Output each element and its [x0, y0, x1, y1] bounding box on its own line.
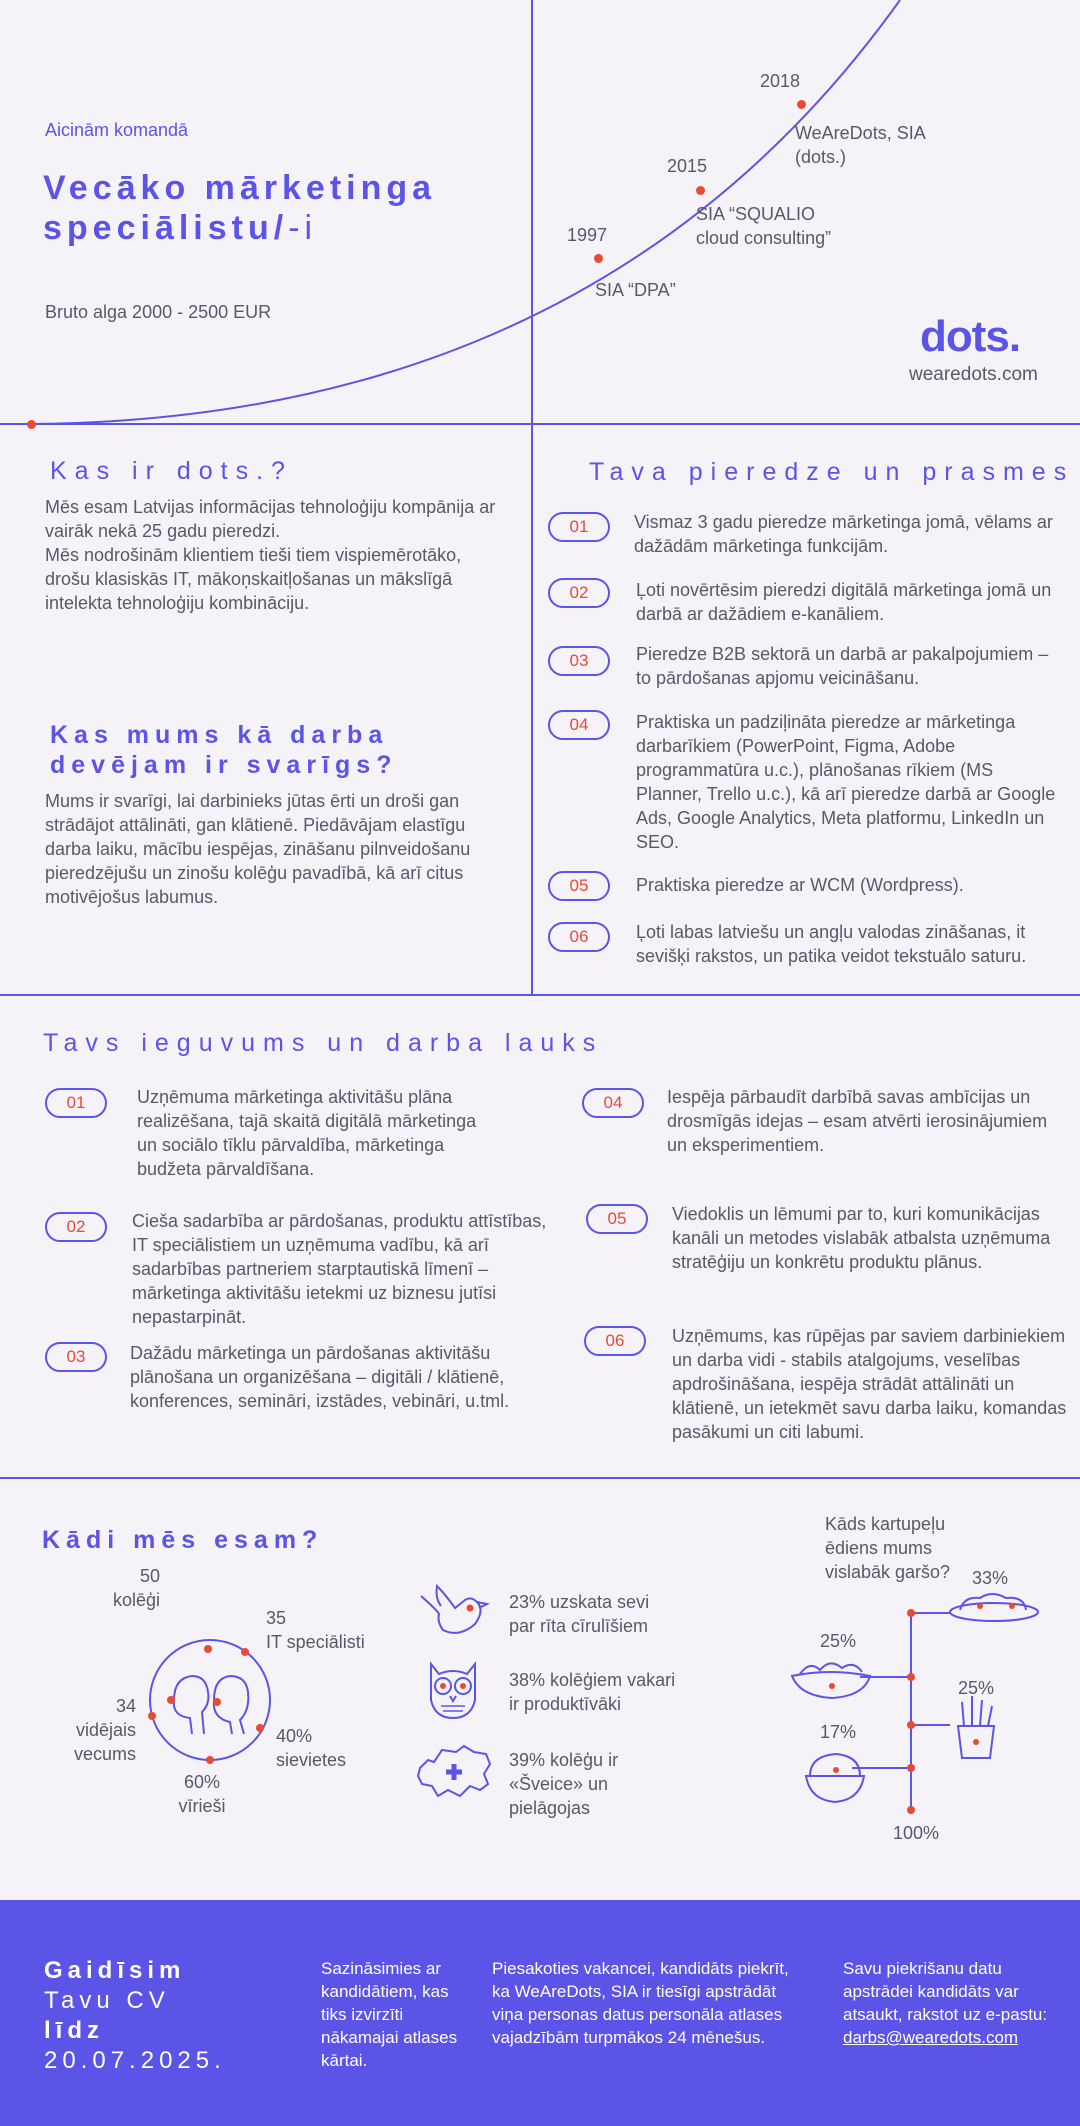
- experience-item-06: Ļoti labas latviešu un angļu valodas zināšanas, it sevišķi rakstos, un patika veidot tekstuālo saturu.: [636, 922, 1027, 966]
- employer-text: Mums ir svarīgi, lai darbinieks jūtas ērti un droši gan strādājot attālināti, gan klātienē. Piedāvājam elastīgu darba laiku, mācību iespējas, zināšanu pilnveidošanu pieredzējušu un zinošu kolēģu pavadībā, kā arī citus motivējošus labumus.: [45, 791, 471, 907]
- food-value-1: 33%: [972, 1568, 1009, 1588]
- timeline-label-2018: WeAreDots, SIA (dots.): [795, 123, 926, 167]
- divider-2: [0, 1477, 1080, 1479]
- experience-num-02: 02: [548, 578, 610, 608]
- experience-num-04: 04: [548, 710, 610, 740]
- stat-men: 60% vīrieši: [178, 1772, 226, 1816]
- stat-colleagues: 50 kolēģi: [112, 1566, 160, 1610]
- team-heads-icon: [140, 1630, 280, 1770]
- salad-bowl-icon: [792, 1663, 870, 1698]
- timeline-start-dot: [27, 420, 36, 429]
- salary: Bruto alga 2000 - 2500 EUR: [45, 302, 272, 322]
- timeline-year-2018: 2018: [760, 71, 801, 91]
- stat-average-age: 34 vidējais vecums: [73, 1696, 136, 1764]
- food-value-2: 25%: [820, 1631, 857, 1651]
- dots-logo: dots.: [920, 312, 1021, 361]
- timeline-year-2015: 2015: [667, 156, 708, 176]
- hero-baseline: [0, 423, 1080, 425]
- experience-item-01: Vismaz 3 gadu pieredze mārketinga jomā, vēlams ar dažādām mārketinga funkcijām.: [634, 512, 1053, 556]
- experience-item-03: Pieredze B2B sektorā un darbā ar pakalpojumiem – to pārdošanas apjomu veicināšanu.: [636, 644, 1049, 688]
- job-title-line2: speciālistu/-i: [43, 209, 318, 247]
- job-title: [43, 168, 436, 248]
- timeline-dot-2015: [696, 186, 705, 195]
- timeline-dot-1997: [594, 254, 603, 263]
- footer-col2: Piesakoties vakancei, kandidāts piekrīt, ka WeAreDots, SIA ir tiesīgi apstrādāt viņa personas datus personāla atlases vajadzībām turpmākos 24 mēnešus.: [492, 1959, 789, 2047]
- benefit-num-02: 02: [45, 1212, 107, 1242]
- food-value-4: 17%: [820, 1722, 857, 1742]
- fact-switzerland: 39% kolēģu ir «Šveice» un pielāgojas: [509, 1750, 619, 1818]
- food-question: Kāds kartupeļu ēdiens mums vislabāk garšo?: [825, 1514, 951, 1582]
- benefit-item-02: Cieša sadarbība ar pārdošanas, produktu attīstības, IT speciālistiem un uzņēmuma vadību, kā arī sadarbības partneriem starptautiskā līmenī – mārketinga aktivitāšu ietekmi uz biznesu jutīsi nepastarpināt.: [132, 1211, 547, 1327]
- experience-num-05: 05: [548, 871, 610, 901]
- divider-1: [0, 994, 1080, 996]
- food-tree-chart: [780, 1580, 1050, 1825]
- about-title: Kas ir dots.?: [50, 457, 293, 485]
- benefit-item-06: Uzņēmums, kas rūpējas par saviem darbiniekiem un darba vidi - stabils atalgojums, veselības apdrošināšana, iespēja strādāt attālināti un klātienē, un ietekmēt savu darba laiku, komandas pasākumi un citi labumi.: [672, 1326, 1067, 1442]
- benefit-item-01: Uzņēmuma mārketinga aktivitāšu plāna realizēšana, tajā skaitā digitālā mārketinga un sociālo tīklu pārvaldība, mārketinga budžeta pārvaldīšana.: [137, 1087, 477, 1179]
- experience-item-05: Praktiska pieredze ar WCM (Wordpress).: [636, 875, 964, 895]
- fact-morning: 23% uzskata sevi par rīta cīrulīšiem: [509, 1592, 650, 1636]
- switzerland-icon: [414, 1740, 494, 1802]
- mash-bowl-icon: [806, 1754, 864, 1802]
- benefit-item-03: Dažādu mārketinga un pārdošanas aktivitāšu plānošana un organizēšana – digitāli / klātienē, konferences, semināri, izstādes, vebināri, u.tml.: [130, 1343, 510, 1411]
- benefit-item-04: Iespēja pārbaudīt darbībā savas ambīcijas un drosmīgās idejas – esam atvērti ierosinājumiem un eksperimentiem.: [667, 1087, 1048, 1155]
- experience-title: Tava pieredze un prasmes: [589, 458, 1075, 486]
- benefit-item-05: Viedoklis un lēmumi par to, kuri komunikācijas kanāli un metodes vislabāk atbalsta uzņēmuma stratēģiju un konkrētu produktu plānus.: [672, 1204, 1051, 1272]
- center-divider: [531, 0, 533, 995]
- hero-kicker: Aicinām komandā: [45, 120, 189, 140]
- experience-item-04: Praktiska un padziļināta pieredze ar mārketinga darbarīkiem (PowerPoint, Figma, Adobe programmatūra u.c.), plānošanas rīkiem (MS Planner, Trello u.c.), kā arī pieredze darbā ar Google Ads, Google Analytics, Meta platformu, LinkedIn un SEO.: [636, 712, 1056, 852]
- food-total: 100%: [893, 1823, 940, 1843]
- benefit-num-01: 01: [45, 1088, 107, 1118]
- website-link[interactable]: wearedots.com: [909, 364, 1038, 385]
- benefit-num-05: 05: [586, 1204, 648, 1234]
- benefits-title: Tavs ieguvums un darba lauks: [43, 1029, 604, 1057]
- footer: [0, 1900, 1080, 2126]
- footer-col3: Savu piekrišanu datu apstrādei kandidāts var atsaukt, rakstot uz e-pastu: darbs@wearedots.com: [843, 1959, 1048, 2047]
- employer-title: Kas mums kā darba devējam ir svarīgs?: [50, 721, 398, 779]
- potato-dish-icon: [950, 1594, 1038, 1621]
- timeline-label-2015: SIA “SQUALIO cloud consulting”: [696, 204, 832, 248]
- experience-num-06: 06: [548, 922, 610, 952]
- experience-num-03: 03: [548, 646, 610, 676]
- about-text: Mēs esam Latvijas informācijas tehnoloģiju kompānija ar vairāk nekā 25 gadu pieredzi. Mēs nodrošinām klientiem tieši tiem vispiemērotāko, drošu klasiskās IT, mākoņskaitļošanas un mākslīgā intelekta tehnoloģiju kombināciju.: [45, 497, 496, 613]
- fact-evening: 38% kolēģiem vakari ir produktīvāki: [509, 1670, 676, 1714]
- bird-icon: [415, 1580, 491, 1640]
- benefit-num-04: 04: [582, 1088, 644, 1118]
- fries-icon: [958, 1696, 994, 1758]
- stat-it-specialists: 35 IT speciālisti: [266, 1608, 365, 1652]
- experience-num-01: 01: [548, 512, 610, 542]
- timeline-year-1997: 1997: [567, 225, 608, 245]
- cv-deadline: Gaidīsim Tavu CV līdz 20.07.2025.: [44, 1957, 226, 2074]
- food-value-3: 25%: [958, 1678, 995, 1698]
- benefit-num-03: 03: [45, 1342, 107, 1372]
- benefit-num-06: 06: [584, 1326, 646, 1356]
- stat-women: 40% sievietes: [276, 1726, 347, 1770]
- owl-icon: [425, 1660, 481, 1722]
- timeline-dot-2018: [797, 100, 806, 109]
- timeline-label-1997: SIA “DPA”: [595, 280, 676, 300]
- experience-item-02: Ļoti novērtēsim pieredzi digitālā mārketinga jomā un darbā ar dažādiem e-kanāliem.: [636, 580, 1052, 624]
- email-link[interactable]: darbs@wearedots.com: [843, 2028, 1019, 2047]
- footer-col1: Sazināsimies ar kandidātiem, kas tiks izvirzīti nākamajai atlases kārtai.: [321, 1959, 458, 2070]
- job-title-line1: Vecāko mārketinga: [43, 169, 437, 207]
- stats-title: Kādi mēs esam?: [42, 1526, 324, 1554]
